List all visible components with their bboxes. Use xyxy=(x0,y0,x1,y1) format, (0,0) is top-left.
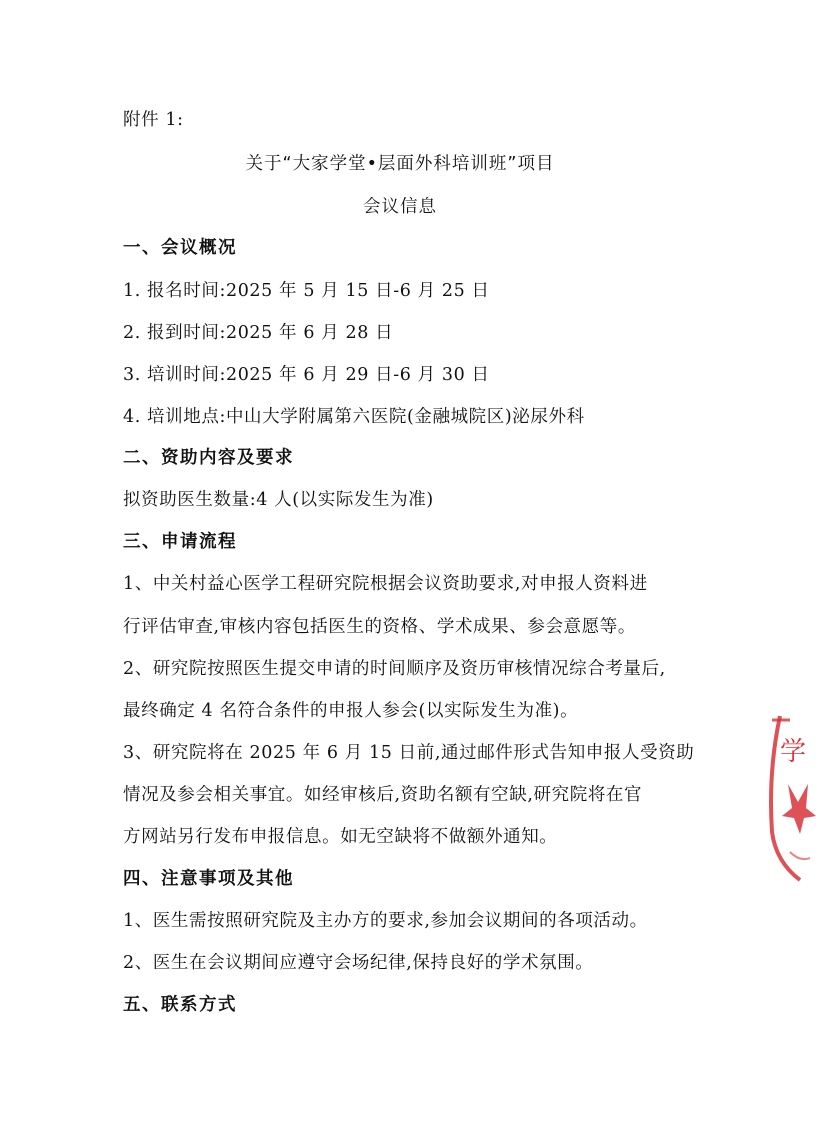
section3-p2-line2: 最终确定 4 名符合条件的申报人参会(以实际发生为准)。 xyxy=(123,701,579,721)
section1-heading: 一、会议概况 xyxy=(123,238,237,258)
section1-item-location: 4. 培训地点:中山大学附属第六医院(金融城院区)泌尿外科 xyxy=(123,407,585,427)
section3-p3-line2: 情况及参会相关事宜。如经审核后,资助名额有空缺,研究院将在官 xyxy=(123,785,643,805)
section1-item-training-time: 3. 培训时间:2025 年 6 月 29 日-6 月 30 日 xyxy=(123,365,490,385)
section3-p1-line2: 行评估审查,审核内容包括医生的资格、学术成果、参会意愿等。 xyxy=(123,617,636,637)
section3-p2-line1: 2、研究院按照医生提交申请的时间顺序及资历审核情况综合考量后, xyxy=(123,659,666,679)
seal-star-icon xyxy=(782,784,816,834)
document-title-line2: 会议信息 xyxy=(363,197,437,217)
section3-p3-line1: 3、研究院将在 2025 年 6 月 15 日前,通过邮件形式告知申报人受资助 xyxy=(123,743,695,763)
section5-heading: 五、联系方式 xyxy=(123,995,237,1015)
attachment-label: 附件 1: xyxy=(123,110,184,130)
section4-item1: 1、医生需按照研究院及主办方的要求,参加会议期间的各项活动。 xyxy=(123,911,648,931)
section4-heading: 四、注意事项及其他 xyxy=(123,869,294,889)
official-seal-icon xyxy=(760,712,820,882)
document-title-line1: 关于“大家学堂•层面外科培训班”项目 xyxy=(245,154,555,174)
section3-p3-line3: 方网站另行发布申报信息。如无空缺将不做额外通知。 xyxy=(123,827,558,847)
seal-char: 学 xyxy=(780,737,807,767)
section3-p1-line1: 1、中关村益心医学工程研究院根据会议资助要求,对申报人资料进 xyxy=(123,574,648,594)
section1-item-checkin: 2. 报到时间:2025 年 6 月 28 日 xyxy=(123,323,394,343)
section1-item-registration: 1. 报名时间:2025 年 5 月 15 日-6 月 25 日 xyxy=(123,281,490,301)
section4-item2: 2、医生在会议期间应遵守会场纪律,保持良好的学术氛围。 xyxy=(123,953,594,973)
section2-body: 拟资助医生数量:4 人(以实际发生为准) xyxy=(123,490,434,510)
section3-heading: 三、申请流程 xyxy=(123,532,237,552)
section2-heading: 二、资助内容及要求 xyxy=(123,448,294,468)
